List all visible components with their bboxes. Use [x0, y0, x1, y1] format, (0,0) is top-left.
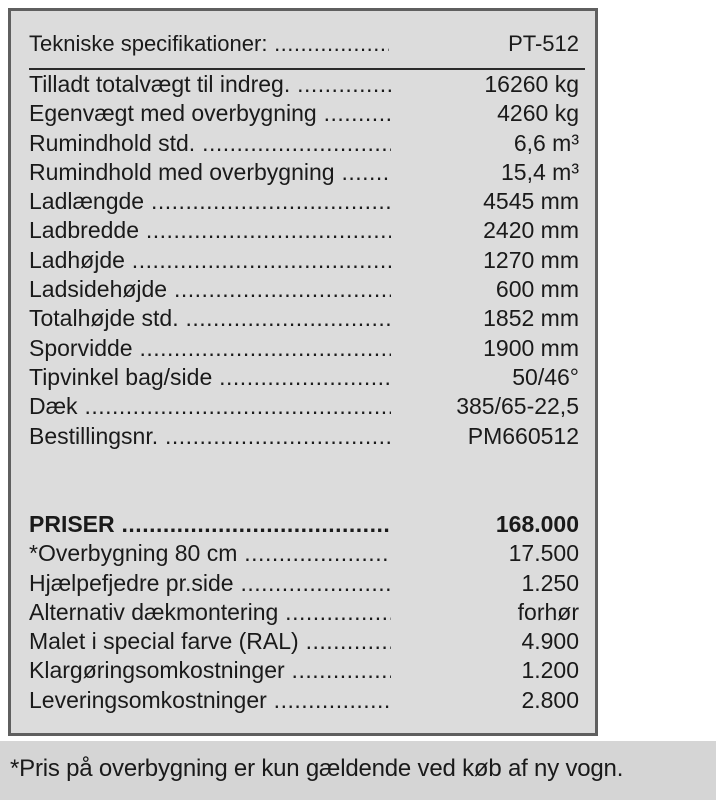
price-label: Malet i special farve (RAL) .....: [29, 627, 391, 656]
price-row-base: [29, 510, 579, 539]
spec-value: 15,4 m³: [501, 158, 579, 185]
spec-label: Sporvidde .....: [29, 334, 391, 363]
spec-value: 600 mm: [495, 276, 579, 303]
spec-label: Ladhøjde .....: [29, 246, 391, 275]
price-value: 2.800: [521, 686, 579, 713]
spec-row-bed-height: [29, 246, 579, 275]
spec-label: Rumindhold med overbygning .....: [29, 158, 391, 187]
spec-row-tyres: [29, 392, 579, 421]
spec-row-bed-length: [29, 187, 579, 216]
spec-row-volume-extended: [29, 158, 579, 187]
spec-value: 1852 mm: [483, 305, 579, 332]
spec-panel: [8, 8, 598, 736]
spec-label: Dæk .....: [29, 392, 391, 421]
price-label: Alternativ dækmontering .....: [29, 598, 391, 627]
spec-header: [29, 31, 579, 61]
spec-value: 4260 kg: [497, 100, 579, 127]
spec-label: Tipvinkel bag/side .....: [29, 363, 391, 392]
spec-label: Rumindhold std. .....: [29, 129, 391, 158]
spec-value: 1270 mm: [483, 246, 579, 273]
spec-value: 16260 kg: [484, 71, 579, 97]
price-value: 1.200: [521, 657, 579, 684]
spec-label: Ladlængde .....: [29, 187, 391, 216]
price-row-preparation: [29, 656, 579, 685]
spec-row-side-height: [29, 275, 579, 304]
price-value: 168.000: [495, 511, 579, 537]
spec-row-bed-width: [29, 216, 579, 245]
spec-row-total-weight: [29, 70, 579, 99]
spec-value: 4545 mm: [483, 188, 579, 215]
price-value: forhør: [517, 598, 579, 625]
model-number: PT-512: [508, 31, 579, 56]
price-value: 17.500: [508, 540, 579, 567]
price-label: Hjælpefjedre pr.side .....: [29, 569, 391, 598]
spec-value: 1900 mm: [483, 334, 579, 361]
price-value: 4.900: [521, 628, 579, 655]
price-row-special-paint: [29, 627, 579, 656]
spec-list: [29, 70, 579, 451]
spec-row-own-weight: [29, 99, 579, 128]
spec-row-total-height: [29, 304, 579, 333]
spec-value: 6,6 m³: [513, 129, 579, 156]
price-row-alt-tyres: [29, 598, 579, 627]
spec-value: PM660512: [467, 422, 579, 449]
spec-row-order-number: [29, 422, 579, 451]
footnote: *Pris på overbygning er kun gældende ved køb af ny vogn.: [10, 755, 624, 782]
price-row-springs: [29, 569, 579, 598]
price-label: Klargøringsomkostninger .....: [29, 656, 391, 685]
price-row-extension: [29, 539, 579, 568]
spec-label: Ladsidehøjde .....: [29, 275, 391, 304]
spec-label: Ladbredde .....: [29, 216, 391, 245]
spec-label: Bestillingsnr. .....: [29, 422, 391, 451]
price-label: Leveringsomkostninger .....: [29, 686, 391, 715]
price-list: [29, 510, 579, 715]
spec-row-track-width: [29, 334, 579, 363]
price-label: PRISER .....: [29, 510, 391, 539]
spec-value: 2420 mm: [483, 217, 579, 244]
spec-row-tip-angle: [29, 363, 579, 392]
spec-row-volume-std: [29, 129, 579, 158]
spec-label: Tilladt totalvægt til indreg. .....: [29, 70, 391, 99]
spec-value: 385/65-22,5: [456, 393, 579, 420]
price-label: *Overbygning 80 cm .....: [29, 539, 391, 568]
spec-label: Totalhøjde std. .....: [29, 304, 391, 333]
spec-label: Egenvægt med overbygning .....: [29, 99, 391, 128]
spec-header-label: Tekniske specifikationer: .....: [29, 31, 389, 57]
price-row-delivery: [29, 686, 579, 715]
footer-band: [0, 741, 716, 800]
spec-value: 50/46°: [512, 363, 579, 390]
price-value: 1.250: [521, 569, 579, 596]
